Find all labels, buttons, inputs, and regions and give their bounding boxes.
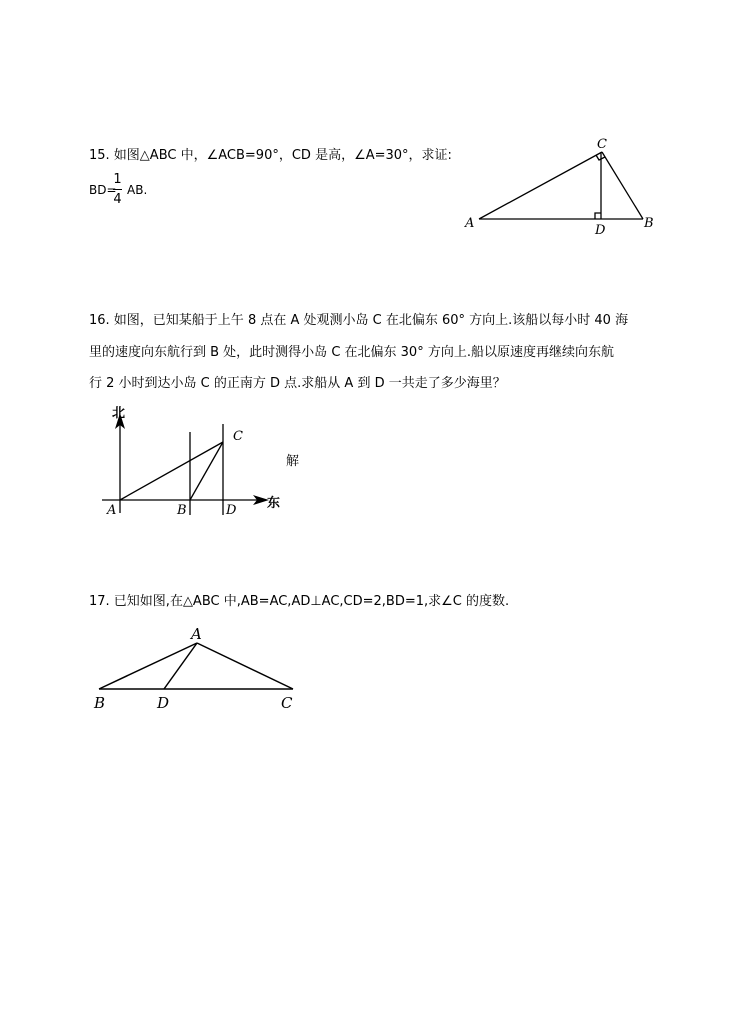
q16-label-east: 东	[267, 496, 281, 511]
q17-label-d: D	[157, 694, 170, 712]
q16-label-b: B	[177, 503, 187, 518]
q15-line1: 15. 如图△ABC 中，∠ACB=90°，CD 是高，∠A=30°，求证:	[89, 148, 452, 163]
q15-fraction-numerator: 1	[113, 172, 122, 187]
q17-label-b: B	[94, 694, 106, 712]
q17-line1: 17. 已知如图,在△ABC 中,AB=AC,AD⊥AC,CD=2,BD=1,求∠C 的度数.	[89, 594, 510, 609]
q15-fraction-denominator: 4	[113, 192, 122, 207]
q15-side-ac	[479, 152, 602, 219]
q15-side-bc	[602, 152, 643, 219]
q16-label-c: C	[233, 429, 243, 444]
q17-side-ac	[197, 643, 293, 689]
q15-bd-prefix: BD=	[89, 183, 117, 197]
q15-label-a: A	[465, 216, 475, 231]
q16-label-north: 北	[112, 406, 126, 421]
q15-label-b: B	[644, 216, 654, 231]
q17-label-c: C	[281, 694, 293, 712]
q16-label-d: D	[226, 503, 237, 518]
q15-bd-suffix: AB.	[127, 183, 148, 197]
q16-navigation-figure	[98, 403, 298, 523]
q17-side-ab	[99, 643, 197, 689]
q17-label-a: A	[191, 625, 202, 643]
q16-solution-label: 解	[286, 454, 300, 469]
q15-label-d: D	[595, 223, 606, 238]
q15-triangle-figure	[460, 130, 660, 240]
q16-line1: 16. 如图，已知某船于上午 8 点在 A 处观测小岛 C 在北偏东 60° 方向上.该船以每小时 40 海	[89, 313, 629, 328]
q15-fraction-bar	[113, 189, 122, 190]
q16-line3: 行 2 小时到达小岛 C 的正南方 D 点.求船从 A 到 D 一共走了多少海里？	[89, 376, 506, 391]
q17-segment-ad	[164, 643, 197, 689]
q16-label-a: A	[107, 503, 117, 518]
q15-label-c: C	[597, 137, 607, 152]
q16-line2: 里的速度向东航行到 B 处，此时测得小岛 C 在北偏东 30° 方向上.船以原速度再继续向东航	[89, 345, 614, 360]
q15-fraction	[113, 173, 122, 206]
q17-triangle-figure	[90, 622, 310, 712]
q16-line-ac	[120, 442, 223, 500]
q15-right-angle-mark-d	[595, 213, 601, 219]
